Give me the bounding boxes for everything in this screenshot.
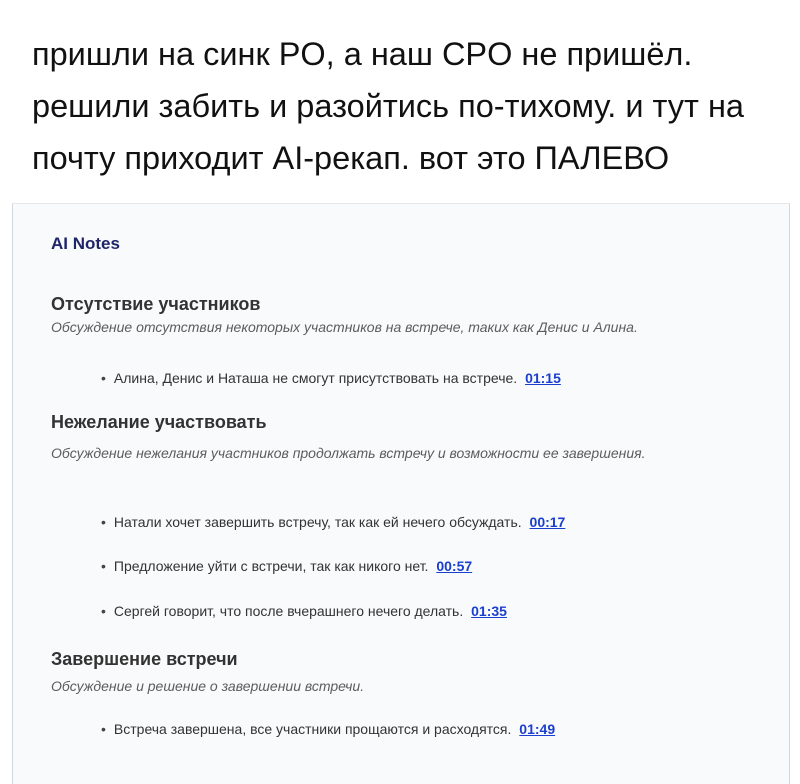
bullet-icon: • <box>101 721 106 737</box>
post-text <box>32 28 772 184</box>
bullet-icon: • <box>101 558 106 574</box>
section-title: Завершение встречи <box>51 649 238 669</box>
list-item <box>101 603 507 619</box>
timestamp-link[interactable]: 01:35 <box>471 603 507 619</box>
section-description: Обсуждение и решение о завершении встречи. <box>51 678 365 694</box>
section-title: Нежелание участвовать <box>51 412 267 432</box>
timestamp-link[interactable]: 01:49 <box>519 721 556 737</box>
list-item <box>101 370 561 386</box>
post-line: почту приходит AI-рекап. вот это ПАЛЕВО <box>32 140 670 176</box>
list-item <box>101 514 565 530</box>
section-description: Обсуждение отсутствия некоторых участников на встрече, таких как Денис и Алина. <box>51 319 638 335</box>
bullet-icon: • <box>101 370 106 386</box>
notes-title: AI Notes <box>51 234 120 253</box>
timestamp-link[interactable]: 00:57 <box>436 558 473 574</box>
item-text: Встреча завершена, все участники прощаются и расходятся. <box>113 721 512 737</box>
item-text: Сергей говорит, что после вчерашнего нечего делать. <box>113 603 464 619</box>
item-text: Натали хочет завершить встречу, так как ей нечего обсуждать. <box>113 514 522 530</box>
timestamp-link[interactable]: 00:17 <box>529 514 566 530</box>
bullet-icon: • <box>101 603 106 619</box>
ai-notes-screenshot <box>12 203 790 784</box>
item-text: Алина, Денис и Наташа не смогут присутствовать на встрече. <box>113 370 518 386</box>
post-line: решили забить и разойтись по-тихому. и тут на <box>32 88 744 124</box>
post-line: пришли на синк PO, а наш CPO не пришёл. <box>32 36 693 72</box>
list-item <box>101 558 472 574</box>
list-item <box>101 721 555 737</box>
item-text: Предложение уйти с встречи, так как никого нет. <box>113 558 429 574</box>
section-description: Обсуждение нежелания участников продолжать встречу и возможности ее завершения. <box>51 445 646 461</box>
bullet-icon: • <box>101 514 106 530</box>
timestamp-link[interactable]: 01:15 <box>525 370 561 386</box>
section-title: Отсутствие участников <box>51 294 261 314</box>
